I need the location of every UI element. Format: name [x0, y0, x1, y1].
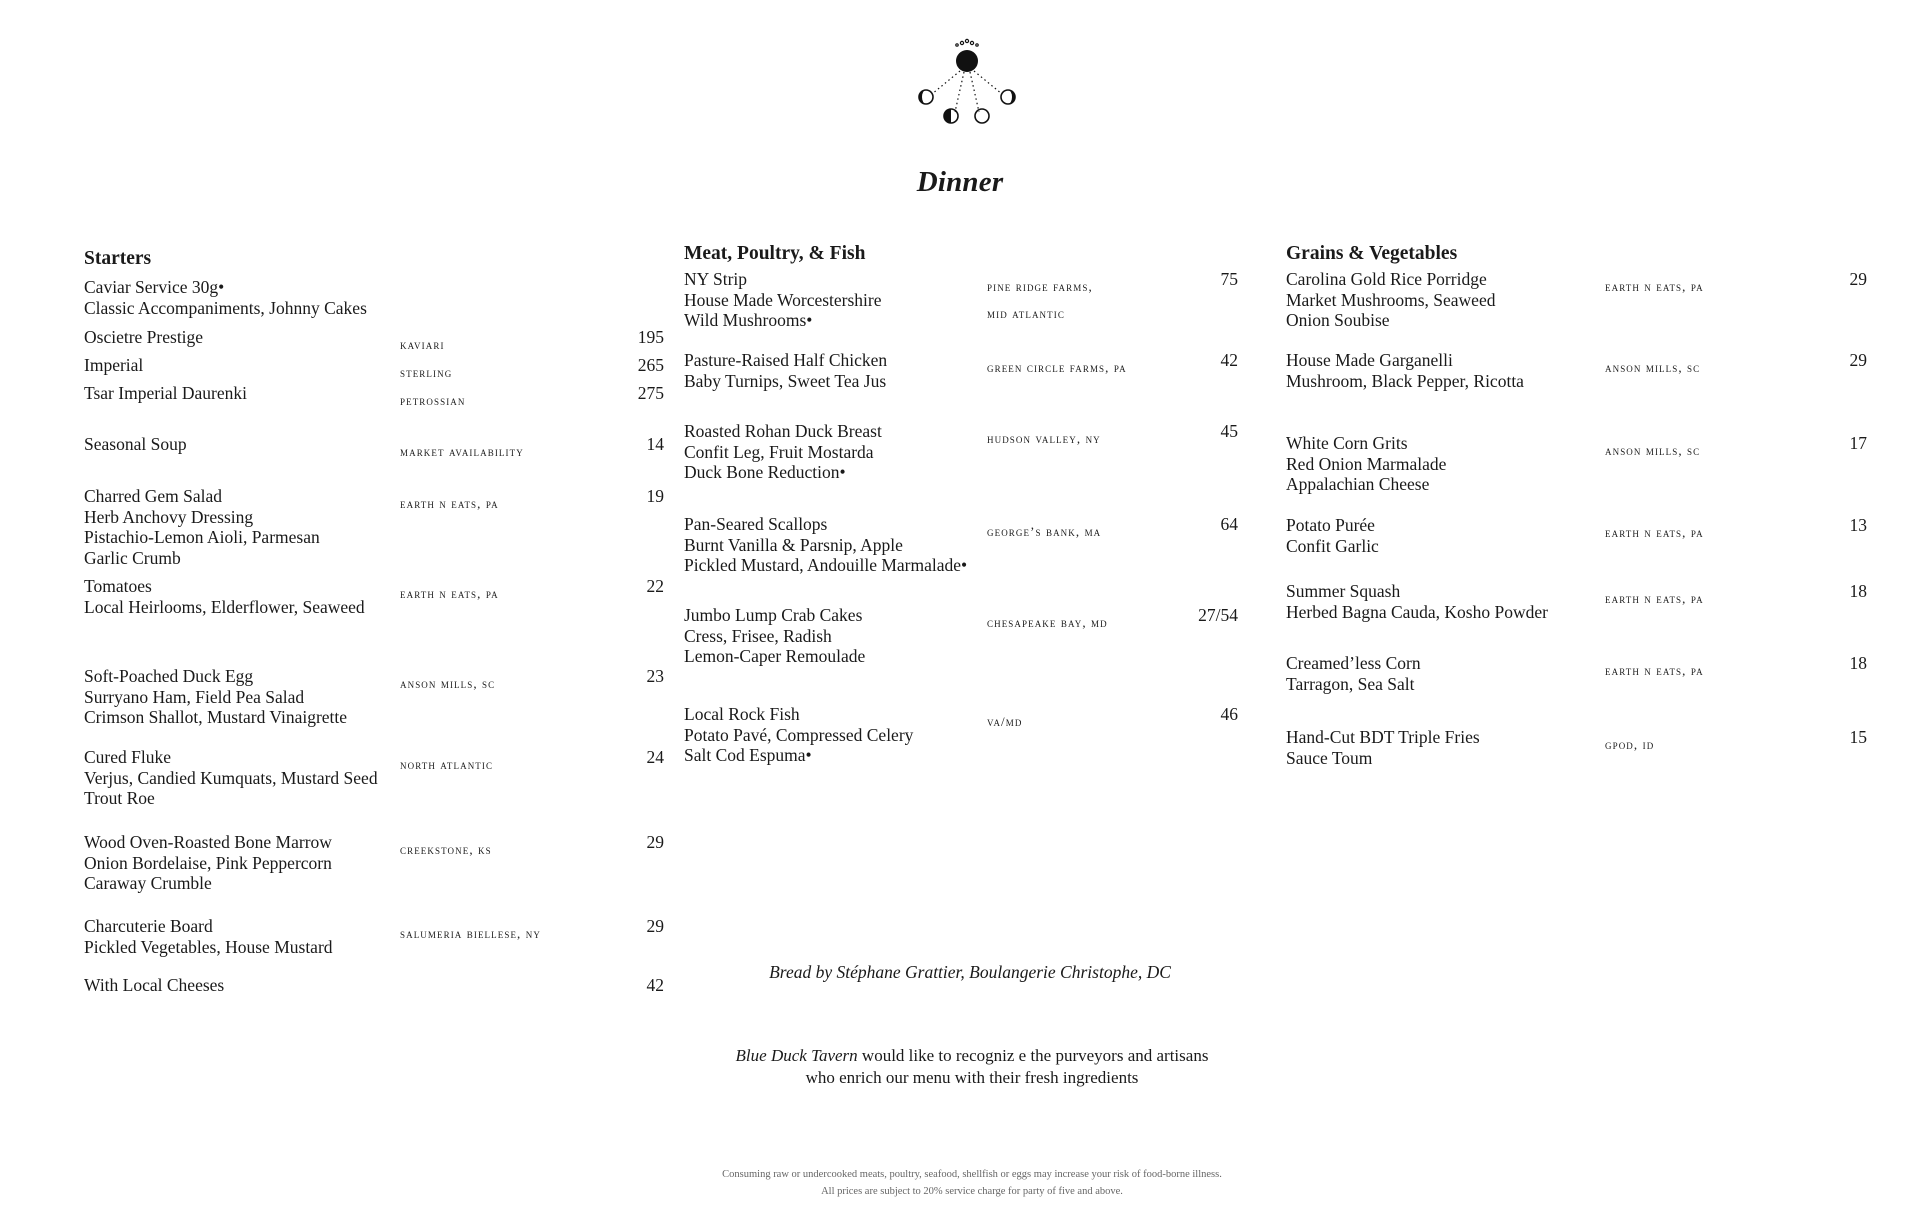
dish-detail: House Made Worcestershire — [684, 289, 882, 310]
dish-detail: Cress, Frisee, Radish — [684, 625, 832, 646]
dish-price: 24 — [646, 747, 664, 767]
dish-detail: Verjus, Candied Kumquats, Mustard Seed — [84, 767, 378, 788]
source-line: earth n eats, pa — [400, 496, 499, 511]
dish-description — [84, 916, 333, 957]
dish-name: Cured Fluke — [84, 747, 172, 767]
dish-detail: Local Heirlooms, Elderflower, Seaweed — [84, 596, 365, 617]
moon-phases-logo — [912, 34, 1022, 130]
dish-source — [400, 387, 466, 414]
dish-price: 29 — [1849, 269, 1867, 289]
dish-name: Tomatoes — [84, 576, 152, 596]
dish-price: 42 — [1220, 350, 1238, 370]
dish-name: Wood Oven-Roasted Bone Marrow — [84, 832, 332, 852]
source-line: earth n eats, pa — [1605, 525, 1704, 540]
dish-description — [1286, 350, 1524, 391]
dish-price: 275 — [637, 383, 664, 403]
dish-source — [1605, 273, 1704, 300]
dish-price: 195 — [637, 327, 664, 347]
dish-description — [84, 355, 143, 376]
dish-source — [400, 331, 445, 358]
disclaimer-line1: Consuming raw or undercooked meats, poultry, seafood, shellfish or eggs may increase your risk of food-borne illness. — [722, 1169, 1222, 1180]
source-line: anson mills, sc — [400, 676, 496, 691]
source-line: sterling — [400, 365, 453, 380]
dish-price: 29 — [1849, 350, 1867, 370]
dish-price: 19 — [646, 486, 664, 506]
dish-source — [1605, 437, 1700, 464]
starters-heading: Starters — [84, 248, 152, 269]
source-line: salumeria biellese, ny — [400, 926, 541, 941]
source-line: earth n eats, pa — [400, 586, 499, 601]
dish-price: 75 — [1220, 269, 1238, 289]
source-line: hudson valley, ny — [987, 431, 1101, 446]
dish-detail: Onion Bordelaise, Pink Peppercorn — [84, 852, 332, 873]
dish-source — [1605, 585, 1704, 612]
source-line: va/md — [987, 714, 1023, 729]
source-line: anson mills, sc — [1605, 360, 1701, 375]
dish-source — [400, 490, 499, 517]
dish-detail: Salt Cod Espuma• — [684, 745, 812, 766]
dish-name: Caviar Service 30g• — [84, 277, 225, 297]
dish-detail: Herbed Bagna Cauda, Kosho Powder — [1286, 601, 1548, 622]
dish-detail: Pickled Vegetables, House Mustard — [84, 936, 333, 957]
dish-price: 17 — [1849, 433, 1867, 453]
dish-detail: Surryano Ham, Field Pea Salad — [84, 686, 305, 707]
dish-description — [84, 383, 247, 404]
dish-price: 27/54 — [1198, 605, 1238, 625]
dish-name: Jumbo Lump Crab Cakes — [684, 605, 863, 625]
dish-detail: Garlic Crumb — [84, 547, 181, 568]
source-line: earth n eats, pa — [1605, 663, 1704, 678]
dish-name: Oscietre Prestige — [84, 327, 204, 347]
dish-price: 13 — [1849, 515, 1867, 535]
dish-source — [987, 518, 1101, 545]
dish-source — [400, 751, 493, 778]
dish-detail: Classic Accompaniments, Johnny Cakes — [84, 297, 367, 318]
dish-detail: Market Mushrooms, Seaweed — [1286, 289, 1496, 310]
dish-detail: Wild Mushrooms• — [684, 310, 813, 331]
disclaimer-line2: All prices are subject to 20% service charge for party of five and above. — [821, 1186, 1123, 1197]
dish-detail: Mushroom, Black Pepper, Ricotta — [1286, 370, 1524, 391]
dish-description — [1286, 433, 1446, 495]
dish-price: 15 — [1849, 727, 1867, 747]
dish-detail: Pickled Mustard, Andouille Marmalade• — [684, 555, 968, 576]
dish-description — [84, 277, 367, 318]
dish-detail: Potato Pavé, Compressed Celery — [684, 724, 914, 745]
dish-name: Seasonal Soup — [84, 434, 187, 454]
dish-source — [987, 708, 1022, 735]
grains-heading: Grains & Vegetables — [1286, 243, 1458, 264]
dish-source — [400, 580, 499, 607]
source-line: earth n eats, pa — [1605, 279, 1704, 294]
dish-name: Charcuterie Board — [84, 916, 213, 936]
dish-source — [987, 425, 1101, 452]
dish-name: NY Strip — [684, 269, 748, 289]
dish-name: Soft-Poached Duck Egg — [84, 666, 254, 686]
dish-description — [1286, 515, 1379, 556]
dish-name: Roasted Rohan Duck Breast — [684, 421, 882, 441]
dish-price: 18 — [1849, 581, 1867, 601]
dish-source — [1605, 519, 1704, 546]
dish-detail: Caraway Crumble — [84, 873, 212, 894]
dish-source — [987, 354, 1127, 381]
dish-name: Tsar Imperial Daurenki — [84, 383, 248, 403]
source-line: kaviari — [400, 337, 445, 352]
dish-description — [684, 421, 882, 483]
recognition-line2: who enrich our menu with their fresh ingredients — [805, 1068, 1139, 1087]
dish-source — [400, 836, 492, 863]
dish-price: 29 — [646, 916, 664, 936]
dish-detail: Confit Garlic — [1286, 535, 1379, 556]
dish-detail: Pistachio-Lemon Aioli, Parmesan — [84, 527, 320, 548]
source-line: anson mills, sc — [1605, 443, 1701, 458]
dish-name: Pasture-Raised Half Chicken — [684, 350, 888, 370]
source-line: creekstone, ks — [400, 842, 492, 857]
source-line: green circle farms, pa — [987, 360, 1127, 375]
dish-description — [84, 327, 203, 348]
dish-source — [1605, 657, 1704, 684]
dish-price: 23 — [646, 666, 664, 686]
restaurant-name: Blue Duck Tavern — [735, 1046, 858, 1065]
dish-source — [400, 670, 495, 697]
dish-source — [987, 609, 1108, 636]
dish-name: Summer Squash — [1286, 581, 1401, 601]
dish-name: Imperial — [84, 355, 144, 375]
dish-description — [1286, 653, 1421, 694]
dish-name: Pan-Seared Scallops — [684, 514, 828, 534]
dish-description — [84, 576, 365, 617]
dish-description — [84, 832, 332, 894]
dish-description — [84, 747, 378, 809]
dish-description — [684, 704, 913, 766]
dish-price: 64 — [1220, 514, 1238, 534]
source-line: george’s bank, ma — [987, 524, 1102, 539]
source-line: market availability — [400, 444, 524, 459]
dish-detail: Crimson Shallot, Mustard Vinaigrette — [84, 707, 348, 728]
dish-source — [987, 273, 1093, 327]
dish-name: Creamed’less Corn — [1286, 653, 1421, 673]
source-line: chesapeake bay, md — [987, 615, 1108, 630]
source-line: pine ridge farms, — [987, 279, 1093, 294]
source-line: mid atlantic — [987, 306, 1065, 321]
dish-name: Local Rock Fish — [684, 704, 800, 724]
bread-note: Bread by Stéphane Grattier, Boulangerie Christophe, DC — [769, 962, 1171, 982]
dish-name: White Corn Grits — [1286, 433, 1408, 453]
dish-detail: Tarragon, Sea Salt — [1286, 673, 1415, 694]
disclaimer — [0, 1166, 1920, 1200]
dish-description — [84, 434, 187, 455]
dish-price: 29 — [646, 832, 664, 852]
dish-price: 265 — [637, 355, 664, 375]
dish-name: House Made Garganelli — [1286, 350, 1453, 370]
dish-detail: Trout Roe — [84, 788, 155, 809]
dish-detail: Baby Turnips, Sweet Tea Jus — [684, 370, 887, 391]
dish-source — [400, 438, 524, 465]
dish-description — [1286, 269, 1495, 331]
recognition-note — [0, 1045, 1920, 1089]
dish-detail: Confit Leg, Fruit Mostarda — [684, 441, 874, 462]
source-line: north atlantic — [400, 757, 494, 772]
dish-price: 45 — [1220, 421, 1238, 441]
dish-name: Carolina Gold Rice Porridge — [1286, 269, 1487, 289]
dish-detail: Red Onion Marmalade — [1286, 453, 1447, 474]
dish-name: With Local Cheeses — [84, 975, 225, 995]
dish-source — [1605, 354, 1700, 381]
dish-name: Charred Gem Salad — [84, 486, 223, 506]
dish-detail: Lemon-Caper Remoulade — [684, 646, 866, 667]
dish-description — [84, 486, 320, 568]
meat-heading: Meat, Poultry, & Fish — [684, 243, 866, 264]
dish-name: Potato Purée — [1286, 515, 1375, 535]
source-line: gpod, id — [1605, 737, 1655, 752]
dish-detail: Onion Soubise — [1286, 310, 1390, 331]
dish-detail: Duck Bone Reduction• — [684, 462, 846, 483]
dish-price: 46 — [1220, 704, 1238, 724]
dish-source — [400, 359, 452, 386]
dish-description — [1286, 581, 1548, 622]
dish-detail: Burnt Vanilla & Parsnip, Apple — [684, 534, 903, 555]
dish-source — [1605, 731, 1654, 758]
source-line: petrossian — [400, 393, 466, 408]
source-line: earth n eats, pa — [1605, 591, 1704, 606]
dish-description — [684, 350, 887, 391]
dish-detail: Appalachian Cheese — [1286, 474, 1430, 495]
menu-title: Dinner — [916, 166, 1004, 198]
dish-name: Hand-Cut BDT Triple Fries — [1286, 727, 1480, 747]
dish-description — [684, 514, 967, 576]
dish-description — [684, 269, 882, 331]
dish-detail: Sauce Toum — [1286, 747, 1373, 768]
dish-description — [84, 666, 347, 728]
recognition-line1: would like to recogniz e the purveyors and artisans — [857, 1046, 1209, 1065]
dish-description — [1286, 727, 1480, 768]
dish-detail: Herb Anchovy Dressing — [84, 506, 254, 527]
dish-price: 18 — [1849, 653, 1867, 673]
dish-price: 22 — [646, 576, 664, 596]
dish-price: 42 — [646, 975, 664, 995]
dish-source — [400, 920, 541, 947]
dish-description — [684, 605, 865, 667]
dish-price: 14 — [646, 434, 664, 454]
